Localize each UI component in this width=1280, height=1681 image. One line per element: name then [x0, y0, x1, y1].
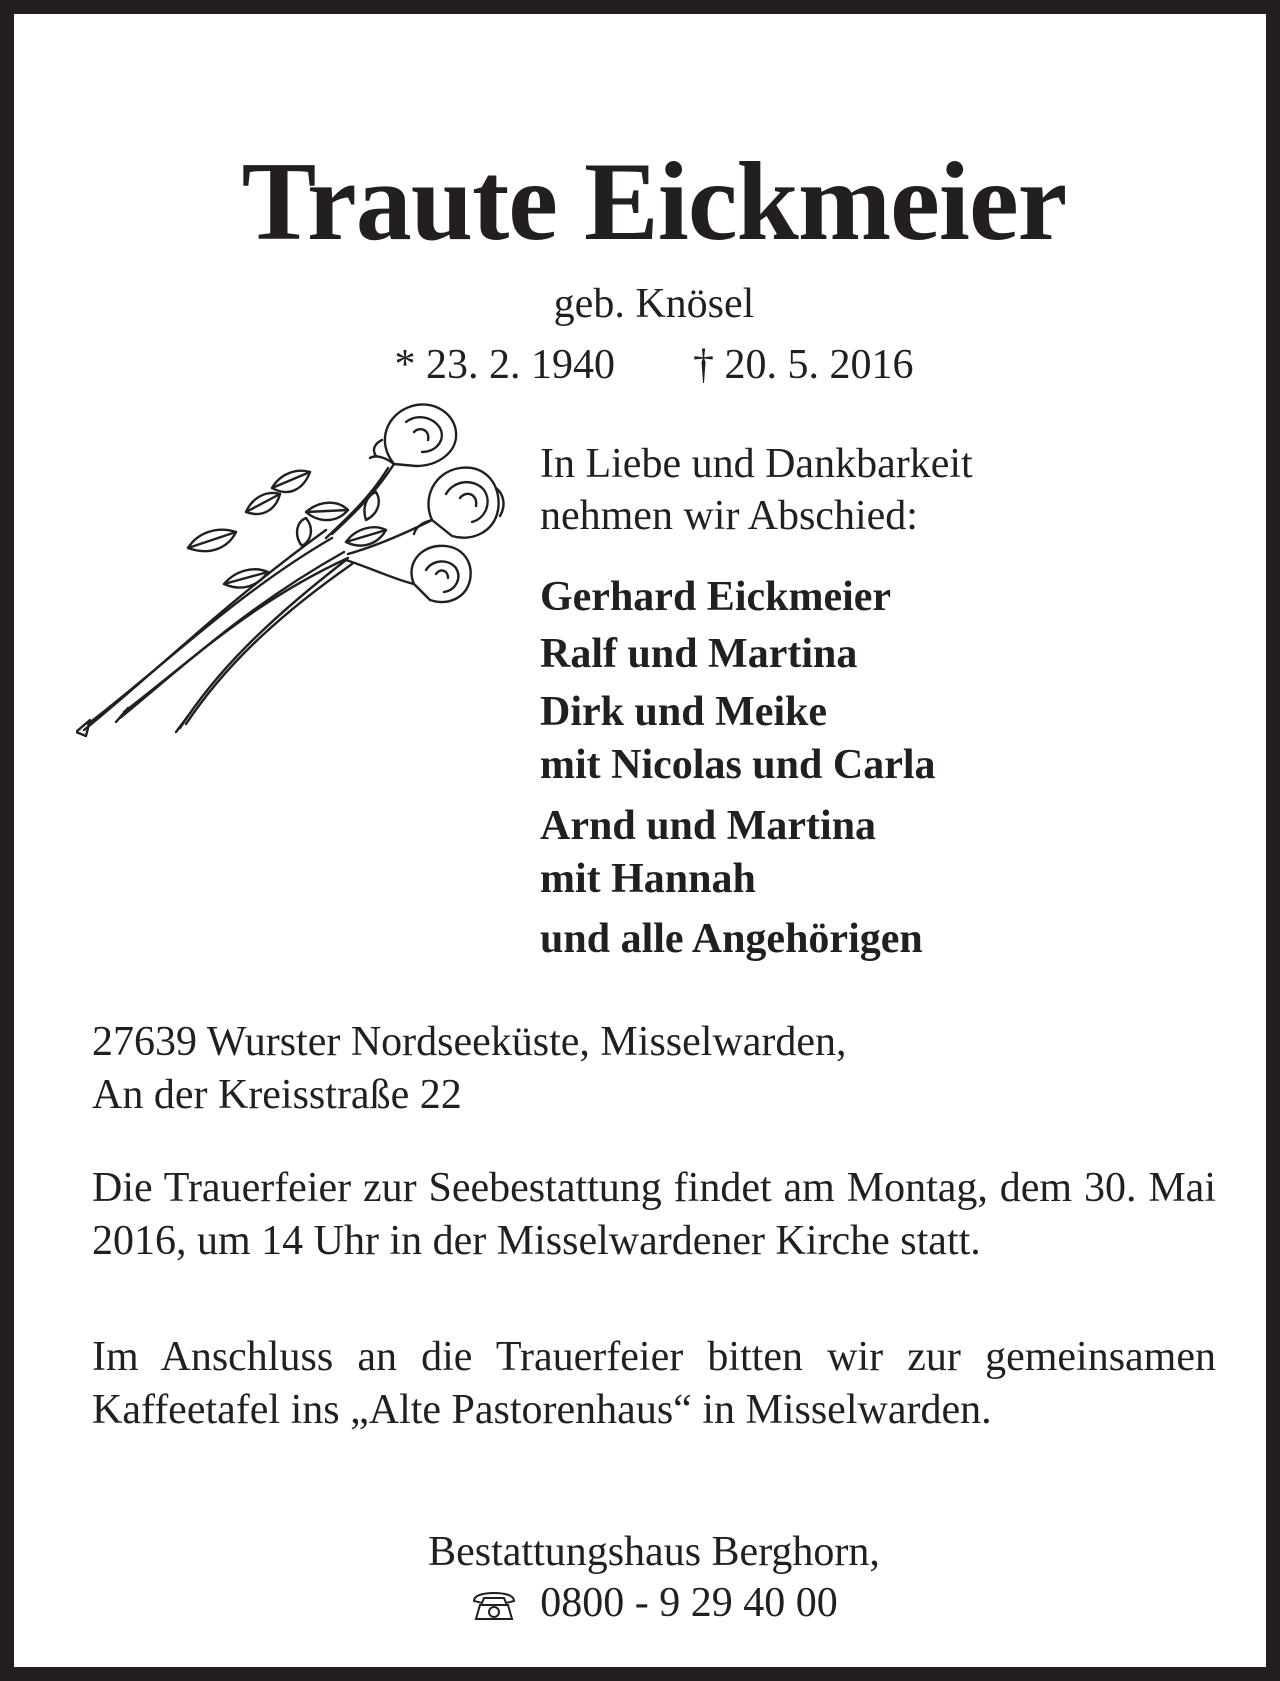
- intro-line: In Liebe und Dankbarkeit: [540, 441, 973, 487]
- life-dates: [14, 337, 1280, 393]
- mourner-name: mit Hannah: [540, 856, 756, 902]
- roses-icon: [76, 402, 512, 742]
- mourner-name: Gerhard Eickmeier: [540, 574, 892, 620]
- phone-number: 0800 - 9 29 40 00: [540, 1580, 838, 1626]
- funeral-home: Bestattungshaus Berghorn,: [428, 1529, 880, 1575]
- family-address: [92, 1016, 847, 1122]
- address-line: An der Kreisstraße 22: [92, 1072, 462, 1118]
- mourner-name: Dirk und Meike: [540, 689, 828, 735]
- deceased-name: Traute Eickmeier: [241, 140, 1067, 264]
- mourner-name: Arnd und Martina: [540, 803, 877, 849]
- ceremony-text: Die Trauerfeier zur Seebestattung findet am Montag, dem 30. Mai 2016, um 14 Uhr in der Misselwardener Kirche statt.: [92, 1165, 1216, 1264]
- telephone-icon: [470, 1591, 518, 1621]
- mourner-name: Ralf und Martina: [540, 631, 858, 677]
- birth-date: * 23. 2. 1940: [394, 342, 615, 388]
- reception-text: Im Anschluss an die Trauerfeier bitten wir zur gemeinsamen Kaffeetafel ins „Alte Pastorenhaus“ in Misselwarden.: [92, 1334, 1216, 1433]
- phone-line: [14, 1577, 1280, 1630]
- address-line: 27639 Wurster Nordseeküste, Misselwarden,: [92, 1019, 847, 1065]
- death-date: † 20. 5. 2016: [693, 342, 914, 388]
- farewell-intro: [540, 438, 973, 542]
- mourner-name: und alle Angehörigen: [540, 916, 923, 962]
- maiden-name: geb. Knösel: [553, 281, 755, 327]
- mourner-name: mit Nicolas und Carla: [540, 742, 936, 788]
- intro-line: nehmen wir Abschied:: [540, 493, 918, 539]
